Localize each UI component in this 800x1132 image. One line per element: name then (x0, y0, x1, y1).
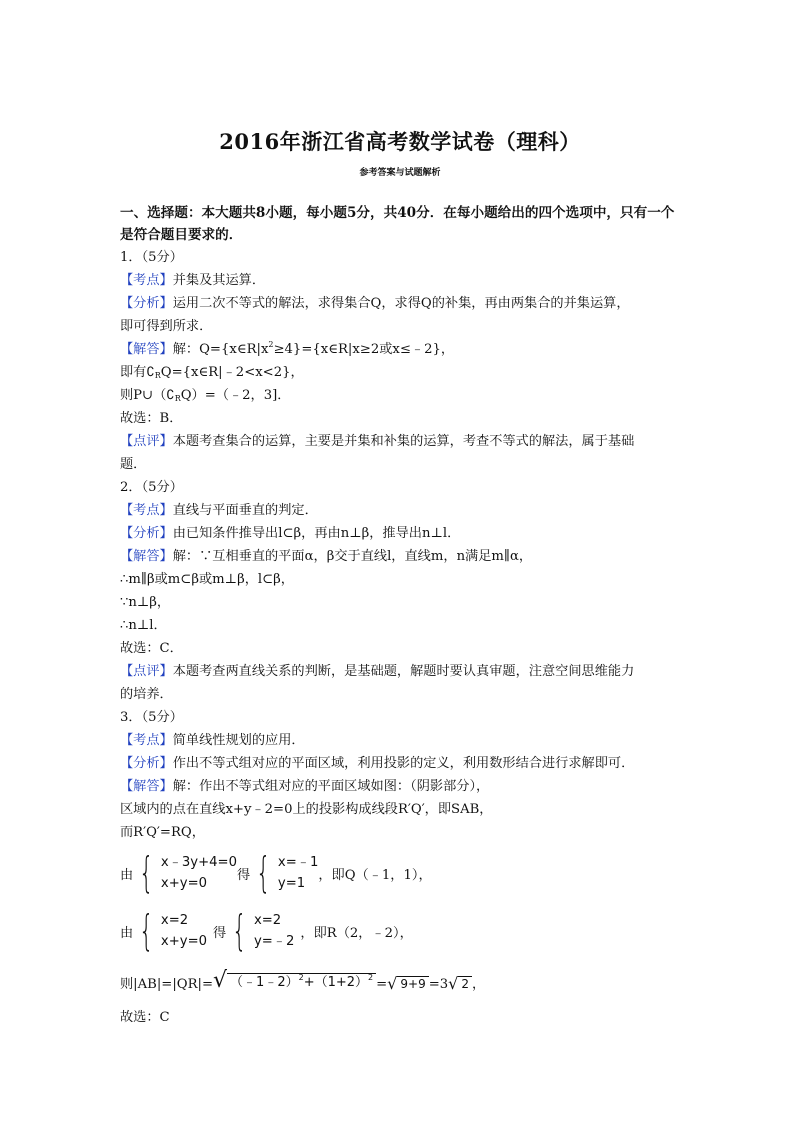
sqrt-final (448, 976, 472, 992)
q1-jieda-b: ≥4}={x∈R|x≥2或x≤﹣2}， (273, 342, 455, 357)
q1-fenxi (120, 292, 685, 315)
q1-line2 (120, 361, 685, 384)
sqrt-final-radicand: 2 (458, 976, 472, 992)
sys2-result: ，即R（2，﹣2）， (300, 925, 413, 941)
sys1-equations (161, 852, 237, 894)
sys1-solutions (278, 852, 318, 894)
sys1-eq1: x﹣3y+4=0 (160, 855, 237, 870)
q2-dianping (120, 660, 685, 683)
section-heading: 一、选择题：本大题共8小题，每小题5分，共40分．在每小题给出的四个选项中，只有一个是符合题目要求的． (120, 205, 675, 243)
q1-dianping-text: 本题考查集合的运算，主要是并集和补集的运算，考查不等式的解法，属于基础 (172, 434, 635, 449)
dist-eq2: =3 (428, 977, 449, 992)
q1-answer: 故选：B． (120, 411, 183, 426)
dianping-tag: 【点评】 (120, 434, 173, 449)
q2-kaodian-text: 直线与平面垂直的判定． (172, 503, 318, 518)
fenxi-tag: 【分析】 (120, 526, 173, 541)
q3-jieda-text: 解：作出不等式组对应的平面区域如图：（阴影部分）， (172, 779, 490, 794)
q2-fenxi (120, 522, 685, 545)
q1-jieda-sup: 2 (268, 340, 274, 349)
dianping-tag: 【点评】 (120, 664, 173, 679)
sqrt-mid (387, 976, 429, 992)
sys1-de: 得 (237, 867, 251, 883)
kaodian-tag: 【考点】 (120, 503, 173, 518)
radicand-exp1: 2 (298, 973, 304, 982)
q1-jieda (120, 338, 685, 361)
q3-jieda (120, 775, 685, 798)
q3-line3: 而R′Q′=RQ， (120, 825, 205, 840)
equation-system-2 (120, 906, 685, 955)
sys2-de: 得 (213, 925, 227, 941)
q1-line3-b: Q）=（﹣2，3]． (180, 388, 291, 403)
document-body (120, 202, 685, 1029)
q1-line2-b: Q={x∈R|﹣2<x<2}， (160, 365, 304, 380)
sys2-sol2: y=﹣2 (253, 934, 295, 949)
q3-kaodian (120, 729, 685, 752)
sqrt-icon: √ (213, 968, 228, 993)
brace-icon: { (139, 906, 154, 955)
fenxi-tag: 【分析】 (120, 296, 173, 311)
dist-end: ， (472, 977, 486, 992)
q2-fenxi-text: 由已知条件推导出l⊂β，再由n⊥β，推导出n⊥l． (172, 526, 461, 541)
sys1-sol1: x=﹣1 (277, 855, 319, 870)
q3-line2: 区域内的点在直线x+y﹣2=0上的投影构成线段R′Q′，即SAB， (120, 802, 493, 817)
q1-fenxi-text: 运用二次不等式的解法，求得集合Q，求得Q的补集，再由两集合的并集运算， (172, 296, 630, 311)
page-subtitle: 参考答案与试题解析 (359, 168, 441, 178)
q1-jieda-a: 解：Q={x∈R|x (172, 342, 269, 357)
q3-kaodian-text: 简单线性规划的应用． (172, 733, 305, 748)
q3-fenxi (120, 752, 685, 775)
sqrt-mid-radicand: 9+9 (397, 976, 428, 992)
radicand-a: （﹣1﹣2） (230, 975, 299, 990)
q2-jieda-text: 解：∵互相垂直的平面α，β交于直线l，直线m，n满足m∥α， (172, 549, 533, 564)
q1-dianping-cont: 题． (120, 457, 147, 472)
sqrt-icon: √ (387, 974, 398, 993)
brace-icon: { (139, 848, 154, 897)
sys1-eq2: x+y=0 (160, 876, 208, 891)
sys2-solutions (254, 910, 294, 952)
sys1-result: ，即Q（﹣1，1）， (318, 867, 432, 883)
sys2-sol1: x=2 (253, 913, 282, 928)
sys2-equations (161, 910, 207, 952)
jieda-tag: 【解答】 (120, 342, 173, 357)
equation-system-1 (120, 848, 685, 897)
sys2-eq1: x=2 (160, 913, 189, 928)
radicand-exp2: 2 (368, 973, 374, 982)
kaodian-tag: 【考点】 (120, 733, 173, 748)
q2-jieda (120, 545, 685, 568)
q2-line2: ∴m∥β或m⊂β或m⊥β，l⊂β， (120, 572, 294, 587)
q1-number: 1．（5分） (120, 250, 183, 265)
sqrt-radicand (227, 973, 376, 992)
q2-line4: ∴n⊥l． (120, 618, 167, 633)
q1-line3-sub: R (174, 394, 181, 403)
q1-dianping (120, 430, 685, 453)
q2-line3: ∵n⊥β， (120, 595, 171, 610)
q1-kaodian-text: 并集及其运算． (172, 273, 266, 288)
dist-eq: = (376, 977, 388, 992)
q1-line2-sub: R (154, 371, 161, 380)
kaodian-tag: 【考点】 (120, 273, 173, 288)
q3-answer: 故选：C (120, 1010, 170, 1025)
sys1-sol2: y=1 (277, 876, 306, 891)
brace-icon: { (232, 906, 247, 955)
q3-number: 3．（5分） (120, 710, 183, 725)
brace-icon: { (256, 848, 271, 897)
jieda-tag: 【解答】 (120, 779, 173, 794)
distance-formula (120, 970, 685, 992)
q1-line3-a: 则P∪（∁ (120, 388, 175, 403)
sqrt-icon: √ (448, 974, 459, 993)
q1-line3 (120, 384, 685, 407)
q2-dianping-cont: 的培养． (120, 687, 173, 702)
q1-kaodian (120, 269, 685, 292)
q3-fenxi-text: 作出不等式组对应的平面区域，利用投影的定义，利用数形结合进行求解即可． (172, 756, 635, 771)
sys2-eq2: x+y=0 (160, 934, 208, 949)
sys2-you: 由 (120, 925, 134, 941)
dist-prefix: 则|AB|=|QR|= (120, 977, 214, 992)
sys1-you: 由 (120, 867, 134, 883)
radicand-b: +（1+2） (303, 975, 369, 990)
q2-number: 2．（5分） (120, 480, 183, 495)
page-title: 2016年浙江省高考数学试卷（理科） (219, 129, 581, 154)
q2-dianping-text: 本题考查两直线关系的判断，是基础题，解题时要认真审题，注意空间思维能力 (172, 664, 635, 679)
sqrt-main (213, 970, 376, 992)
q1-line2-a: 即有∁ (120, 365, 155, 380)
q2-answer: 故选：C． (120, 641, 183, 656)
q1-fenxi-cont: 即可得到所求． (120, 319, 213, 334)
fenxi-tag: 【分析】 (120, 756, 173, 771)
jieda-tag: 【解答】 (120, 549, 173, 564)
q2-kaodian (120, 499, 685, 522)
